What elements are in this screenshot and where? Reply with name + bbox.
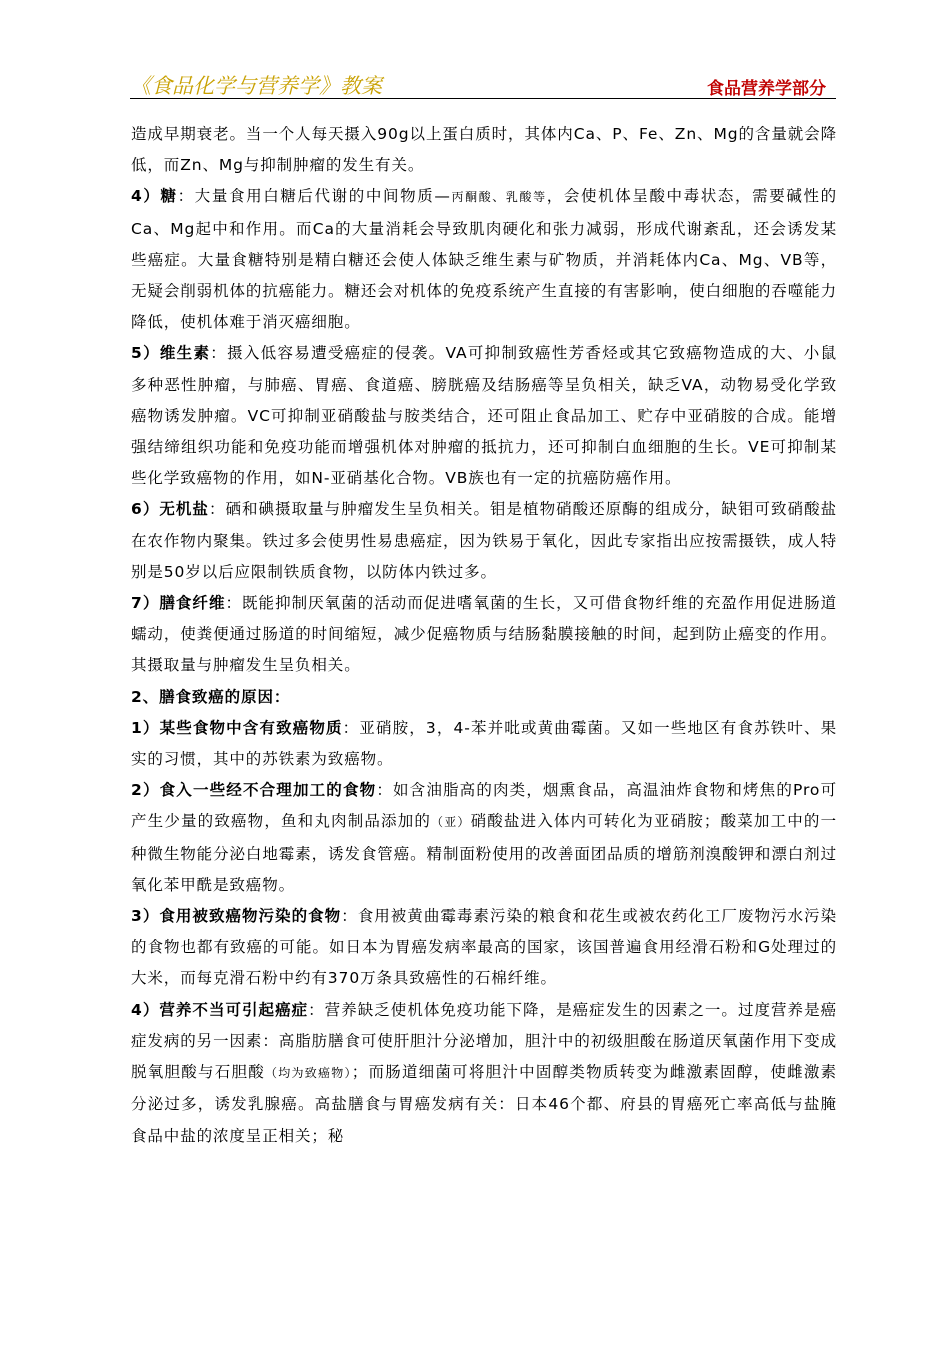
paragraph-text-pre: ：如含油脂高的肉类，烟熏食品，高温油炸食物和烤焦的Pro可产生少量的致癌物，鱼和丸肉制品添加的 bbox=[131, 781, 837, 831]
section-heading: 2、膳食致癌的原因： bbox=[131, 687, 291, 706]
paragraph-note: （均为致癌物） bbox=[264, 1066, 352, 1081]
paragraph-text: ：食用被黄曲霉毒素污染的粮食和花生或被农药化工厂废物污水污染的食物也都有致癌的可能。如日本为胃癌发病率最高的国家，该国普遍食用经滑石粉和G处理过的大米，而每克滑石粉中约有370万条具致癌性的石棉纤维。 bbox=[131, 907, 837, 988]
paragraph-heading: 4）营养不当可引起癌症 bbox=[131, 1000, 309, 1019]
header-section: 食品营养学部分 bbox=[707, 79, 826, 99]
paragraph-text: ，会使机体呈酸中毒状态，需要碱性的Ca、Mg起中和作用。而Ca的大量消耗会导致肌肉硬化和张力减弱，形成代谢紊乱，还会诱发某些癌症。大量食糖特别是精白糖还会使人体缺乏维生素与矿物质，并消耗体内Ca、Mg、VB等，无疑会削弱机体的抗癌能力。糖还会对机体的免疫系统产生直接的有害影响，使白细胞的吞噬能力降低，使机体难于消灭癌细胞。 bbox=[131, 187, 837, 332]
page-header bbox=[130, 66, 836, 99]
paragraph-protein-continued bbox=[131, 119, 837, 181]
paragraph-vitamins bbox=[131, 338, 837, 494]
paragraph-text-pre: ：大量食用白糖后代谢的中间物质— bbox=[177, 187, 451, 206]
paragraph-text: ：硒和碘摄取量与肿瘤发生呈负相关。钼是植物硝酸还原酶的组成分，缺钼可致硝酸盐在农作物内聚集。铁过多会使男性易患癌症，因为铁易于氧化，因此专家指出应按需摄铁，成人特别是50岁以后应限制铁质食物，以防体内铁过多。 bbox=[131, 500, 838, 581]
paragraph-text: ：亚硝胺，3，4-苯并吡或黄曲霉菌。又如一些地区有食苏铁叶、果实的习惯，其中的苏铁素为致癌物。 bbox=[131, 718, 837, 769]
document-body bbox=[131, 119, 837, 1152]
paragraph-text-pre: ：营养缺乏使机体免疫功能下降，是癌症发生的因素之一。过度营养是癌症发病的另一因素：高脂肪膳食可使肝胆汁分泌增加，胆汁中的初级胆酸在肠道厌氧菌作用下变成脱氧胆酸与石胆酸 bbox=[131, 1000, 838, 1082]
paragraph-fiber bbox=[131, 588, 837, 682]
paragraph-processing bbox=[131, 775, 837, 901]
paragraph-heading: 6）无机盐 bbox=[131, 500, 209, 519]
paragraph-heading: 4）糖 bbox=[131, 187, 178, 206]
header-title: 《食品化学与营养学》教案 bbox=[130, 74, 382, 98]
paragraph-sugar bbox=[131, 181, 837, 338]
paragraph-carcinogens bbox=[131, 713, 837, 775]
paragraph-minerals bbox=[131, 494, 837, 588]
paragraph-text: ；而肠道细菌可将胆汁中固醇类物质转变为雌激素固醇，使雌激素分泌过多，诱发乳腺癌。高盐膳食与胃癌发病有关：日本46个都、府县的胃癌死亡率高低与盐腌食品中盐的浓度呈正相关；秘 bbox=[131, 1063, 837, 1145]
paragraph-text: ：既能抑制厌氧菌的活动而促进嗜氧菌的生长，又可借食物纤维的充盈作用促进肠道蠕动，使粪便通过肠道的时间缩短，减少促癌物质与结肠黏膜接触的时间，起到防止癌变的作用。其摄取量与肿瘤发生呈负相关。 bbox=[131, 594, 838, 675]
paragraph-contaminated bbox=[131, 901, 837, 995]
paragraph-heading: 2）食入一些经不合理加工的食物 bbox=[131, 781, 377, 800]
paragraph-heading: 3）食用被致癌物污染的食物 bbox=[131, 907, 342, 926]
paragraph-nutrition bbox=[131, 995, 837, 1152]
paragraph-text: 硝酸盐进入体内可转化为亚硝胺；酸菜加工中的一种微生物能分泌白地霉素，诱发食管癌。精制面粉使用的改善面团品质的增筋剂溴酸钾和漂白剂过氧化苯甲酰是致癌物。 bbox=[131, 812, 838, 894]
paragraph-text: ：摄入低容易遭受癌症的侵袭。VA可抑制致癌性芳香烃或其它致癌物造成的大、小鼠多种恶性肿瘤，与肺癌、胃癌、食道癌、膀胱癌及结肠癌等呈负相关，缺乏VA，动物易受化学致癌物诱发肿瘤。VC可抑制亚硝酸盐与胺类结合，还可阻止食品加工、贮存中亚硝胺的合成。能增强结缔组织功能和免疫功能而增强机体对肿瘤的抵抗力，还可抑制白血细胞的生长。VE可抑制某些化学致癌物的作用，如N-亚硝基化合物。VB族也有一定的抗癌防癌作用。 bbox=[131, 344, 837, 488]
paragraph-heading: 1）某些食物中含有致癌物质 bbox=[131, 718, 343, 737]
section-heading-causes bbox=[131, 682, 837, 713]
paragraph-heading: 7）膳食纤维 bbox=[131, 594, 226, 613]
paragraph-text: 造成早期衰老。当一个人每天摄入90g以上蛋白质时，其体内Ca、P、Fe、Zn、Mg的含量就会降低，而Zn、Mg与抑制肿瘤的发生有关。 bbox=[131, 125, 837, 175]
paragraph-heading: 5）维生素 bbox=[131, 344, 211, 363]
paragraph-note: （亚） bbox=[431, 815, 471, 830]
paragraph-note: 丙酮酸、乳酸等 bbox=[450, 190, 547, 205]
